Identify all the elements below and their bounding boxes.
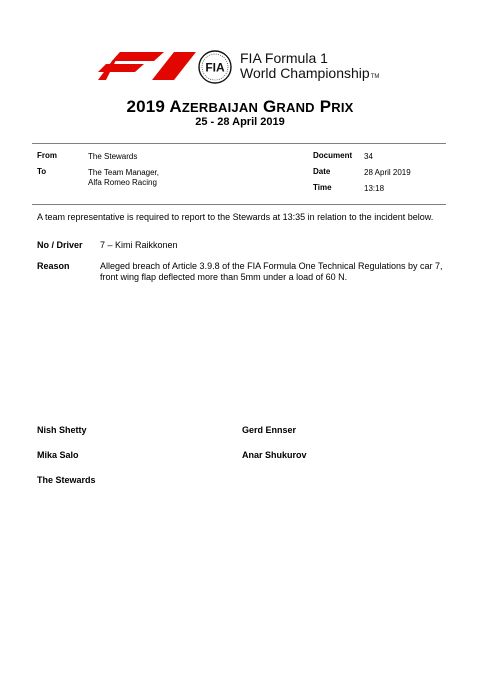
to-value xyxy=(88,168,159,188)
championship-wordmark xyxy=(240,51,379,85)
steward-name-3: Mika Salo xyxy=(37,450,79,460)
divider-bottom xyxy=(32,204,446,205)
driver-value: 7 – Kimi Raikkonen xyxy=(100,240,178,250)
trademark-mark: TM xyxy=(370,74,380,80)
document-title xyxy=(0,97,480,117)
driver-label: No / Driver xyxy=(37,240,83,250)
reason-label: Reason xyxy=(37,261,70,271)
time-value: 13:18 xyxy=(364,184,385,193)
reason-value: Alleged breach of Article 3.9.8 of the FIA Formula One Technical Regulations by car 7, front wing flap deflected more than 5mm under a load of 60 N. xyxy=(100,261,443,282)
date-label: Date xyxy=(313,167,331,176)
document-label: Document xyxy=(313,151,353,160)
from-value: The Stewards xyxy=(88,152,138,161)
championship-line-1: FIA Formula 1 xyxy=(240,50,328,66)
championship-line-2: World Championship xyxy=(240,65,370,81)
fia-seal-icon xyxy=(198,50,232,84)
title-word-prix: PRIX xyxy=(319,97,354,116)
to-value-line-2: Alfa Romeo Racing xyxy=(88,178,157,187)
from-label: From xyxy=(37,151,57,160)
title-word-grand: GRAND xyxy=(262,97,315,116)
summons-intro: A team representative is required to report to the Stewards at 13:35 in relation to the incident below. xyxy=(37,212,434,222)
to-value-line-1: The Team Manager, xyxy=(88,168,160,177)
f1-logo-icon xyxy=(98,52,196,80)
to-label: To xyxy=(37,167,47,176)
date-value: 28 April 2019 xyxy=(364,168,411,177)
title-word-azerbaijan: AZERBAIJAN xyxy=(169,97,259,116)
header-logos xyxy=(98,48,398,84)
stewards-footer: The Stewards xyxy=(37,475,96,485)
fia-seal-text: FIA xyxy=(205,60,225,75)
time-label: Time xyxy=(313,183,332,192)
steward-name-4: Anar Shukurov xyxy=(242,450,307,460)
document-value: 34 xyxy=(364,152,373,161)
steward-name-1: Nish Shetty xyxy=(37,425,87,435)
steward-name-2: Gerd Ennser xyxy=(242,425,297,435)
divider-top xyxy=(32,143,446,144)
title-year: 2019 xyxy=(126,97,166,116)
event-dates: 25 - 28 April 2019 xyxy=(195,116,285,128)
